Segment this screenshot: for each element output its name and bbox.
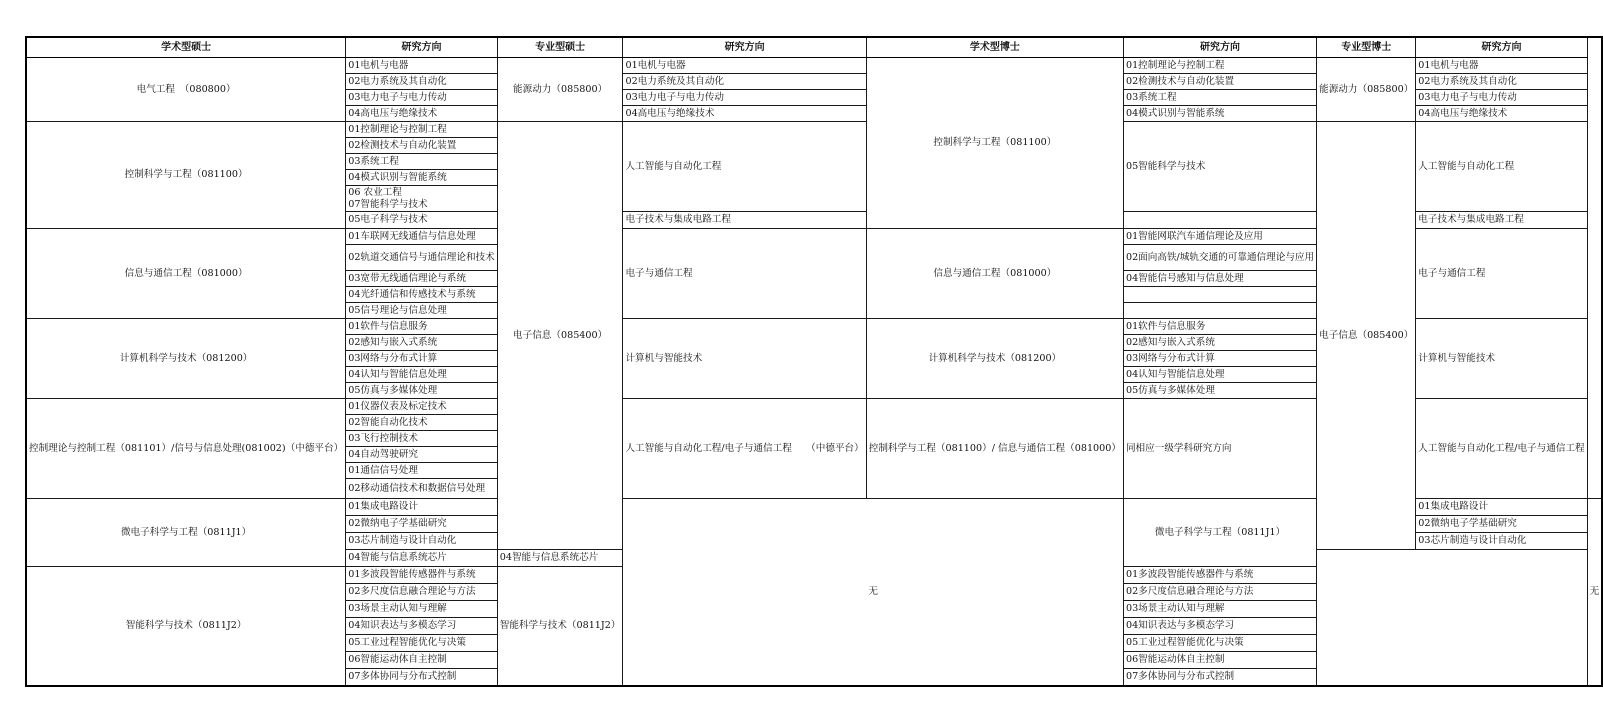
direction-cell: 人工智能与自动化工程/电子与通信工程 — [1416, 399, 1587, 499]
direction-cell: 01车联网无线通信与信息处理 — [346, 229, 498, 245]
direction-cell: 06 农业工程 07智能科学与技术 — [346, 186, 498, 212]
col-header-academic-doctor: 学术型博士 — [866, 37, 1123, 58]
direction-cell: 04智能与信息系统芯片 — [497, 550, 623, 567]
direction-cell: 02多尺度信息融合理论与方法 — [1123, 584, 1316, 601]
direction-cell: 人工智能与自动化工程 — [1416, 122, 1587, 212]
direction-cell: 01集成电路设计 — [346, 499, 498, 516]
direction-cell: 02检测技术与自动化装置 — [346, 138, 498, 154]
col-header-direction: 研究方向 — [1123, 37, 1316, 58]
direction-cell: 02轨道交通信号与通信理论和技术 — [346, 245, 498, 271]
direction-cell: 01控制理论与控制工程 — [346, 122, 498, 138]
direction-cell: 03宽带无线通信理论与系统 — [346, 271, 498, 287]
program-cell: 能源动力（085800） — [497, 58, 623, 122]
direction-cell: 01软件与信息服务 — [1123, 319, 1316, 335]
program-cell: 电气工程 （080800） — [26, 58, 346, 122]
direction-cell: 06智能运动体自主控制 — [346, 652, 498, 669]
col-header-direction: 研究方向 — [623, 37, 866, 58]
direction-cell: 05仿真与多媒体处理 — [1123, 383, 1316, 399]
program-cell: 控制科学与工程（081100）/ 信息与通信工程（081000） — [866, 399, 1123, 499]
direction-cell: 01软件与信息服务 — [346, 319, 498, 335]
direction-cell: 04智能信号感知与信息处理 — [1123, 271, 1316, 287]
direction-cell: 05智能科学与技术 — [1123, 122, 1316, 212]
program-cell: 电子信息（085400） — [1317, 122, 1416, 550]
direction-cell: 03网络与分布式计算 — [1123, 351, 1316, 367]
direction-cell: 01仪器仪表及标定技术 — [346, 399, 498, 415]
direction-cell: 同相应一级学科研究方向 — [1123, 399, 1316, 499]
direction-cell: 01电机与电器 — [346, 58, 498, 74]
direction-cell: 计算机与智能技术 — [623, 319, 866, 399]
program-cell: 智能科学与技术（0811J2） — [497, 567, 623, 686]
direction-cell: 05信号理论与信息处理 — [346, 303, 498, 319]
direction-cell: 02检测技术与自动化装置 — [1123, 74, 1316, 90]
direction-cell: 计算机与智能技术 — [1416, 319, 1587, 399]
direction-cell: 04知识表达与多模态学习 — [346, 618, 498, 635]
direction-cell: 03电力电子与电力传动 — [623, 90, 866, 106]
direction-cell: 03电力电子与电力传动 — [1416, 90, 1587, 106]
direction-cell: 01电机与电器 — [1416, 58, 1587, 74]
none-cell: 无 — [1587, 499, 1602, 686]
direction-cell: 电子技术与集成电路工程 — [1416, 212, 1587, 229]
none-cell: 无 — [623, 499, 1124, 686]
col-header-direction: 研究方向 — [346, 37, 498, 58]
direction-cell: 04智能与信息系统芯片 — [346, 550, 498, 567]
col-header-professional-master: 专业型硕士 — [497, 37, 623, 58]
programs-table — [25, 36, 1603, 687]
direction-cell: 03飞行控制技术 — [346, 431, 498, 447]
direction-cell: 电子与通信工程 — [1416, 229, 1587, 319]
direction-cell: 03电力电子与电力传动 — [346, 90, 498, 106]
direction-cell: 01集成电路设计 — [1416, 499, 1587, 516]
direction-cell — [1123, 212, 1316, 229]
direction-cell: 04高电压与绝缘技术 — [623, 106, 866, 122]
direction-cell: 02移动通信技术和数据信号处理 — [346, 479, 498, 499]
direction-cell: 03芯片制造与设计自动化 — [1416, 533, 1587, 550]
header-row — [26, 37, 1602, 58]
direction-cell: 04认知与智能信息处理 — [1123, 367, 1316, 383]
direction-cell: 03场景主动认知与理解 — [1123, 601, 1316, 618]
direction-cell: 03网络与分布式计算 — [346, 351, 498, 367]
direction-cell: 01多波段智能传感器件与系统 — [1123, 567, 1316, 584]
direction-cell: 04自动驾驶研究 — [346, 447, 498, 463]
direction-cell: 04认知与智能信息处理 — [346, 367, 498, 383]
direction-cell: 04光纤通信和传感技术与系统 — [346, 287, 498, 303]
direction-cell: 04模式识别与智能系统 — [1123, 106, 1316, 122]
direction-cell: 02感知与嵌入式系统 — [1123, 335, 1316, 351]
direction-cell: 01智能网联汽车通信理论及应用 — [1123, 229, 1316, 245]
direction-cell: 02电力系统及其自动化 — [1416, 74, 1587, 90]
program-cell: 计算机科学与技术（081200） — [866, 319, 1123, 399]
direction-cell: 04高电压与绝缘技术 — [346, 106, 498, 122]
program-cell: 智能科学与技术（0811J2） — [26, 567, 346, 686]
direction-cell: 03场景主动认知与理解 — [346, 601, 498, 618]
program-cell: 能源动力（085800） — [1317, 58, 1416, 122]
direction-cell: 07多体协同与分布式控制 — [346, 669, 498, 686]
direction-cell: 02智能自动化技术 — [346, 415, 498, 431]
program-cell: 电子信息（085400） — [497, 122, 623, 550]
direction-cell: 02微纳电子学基础研究 — [1416, 516, 1587, 533]
direction-cell: 04高电压与绝缘技术 — [1416, 106, 1587, 122]
direction-cell — [1123, 287, 1316, 303]
direction-cell: 01控制理论与控制工程 — [1123, 58, 1316, 74]
direction-cell: 02感知与嵌入式系统 — [346, 335, 498, 351]
direction-cell: 02电力系统及其自动化 — [623, 74, 866, 90]
direction-cell: 03系统工程 — [346, 154, 498, 170]
direction-cell: 06智能运动体自主控制 — [1123, 652, 1316, 669]
direction-cell: 07多体协同与分布式控制 — [1123, 669, 1316, 686]
program-cell: 微电子科学与工程（0811J1） — [1123, 499, 1316, 567]
direction-cell: 04模式识别与智能系统 — [346, 170, 498, 186]
direction-cell — [1123, 303, 1316, 319]
direction-cell: 02电力系统及其自动化 — [346, 74, 498, 90]
program-cell: 控制科学与工程（081100） — [26, 122, 346, 229]
direction-cell: 01多波段智能传感器件与系统 — [346, 567, 498, 584]
direction-cell: 02面向高铁/城轨交通的可靠通信理论与应用 — [1123, 245, 1316, 271]
program-cell: 控制理论与控制工程（081101）/信号与信息处理(081002)（中德平台） — [26, 399, 346, 499]
direction-cell: 01通信信号处理 — [346, 463, 498, 479]
direction-cell: 03芯片制造与设计自动化 — [346, 533, 498, 550]
direction-cell: 人工智能与自动化工程/电子与通信工程 （中德平台） — [623, 399, 866, 499]
direction-cell: 05电子科学与技术 — [346, 212, 498, 229]
col-header-professional-doctor: 专业型博士 — [1317, 37, 1416, 58]
direction-cell: 人工智能与自动化工程 — [623, 122, 866, 212]
direction-cell: 01电机与电器 — [623, 58, 866, 74]
direction-cell: 03系统工程 — [1123, 90, 1316, 106]
program-cell: 控制科学与工程（081100） — [866, 58, 1123, 229]
direction-cell: 电子技术与集成电路工程 — [623, 212, 866, 229]
program-cell: 信息与通信工程（081000） — [26, 229, 346, 319]
direction-cell: 02微纳电子学基础研究 — [346, 516, 498, 533]
direction-cell: 02多尺度信息融合理论与方法 — [346, 584, 498, 601]
direction-cell: 04知识表达与多模态学习 — [1123, 618, 1316, 635]
direction-cell: 电子与通信工程 — [623, 229, 866, 319]
direction-cell: 05工业过程智能优化与决策 — [1123, 635, 1316, 652]
program-cell: 计算机科学与技术（081200） — [26, 319, 346, 399]
direction-cell: 05工业过程智能优化与决策 — [346, 635, 498, 652]
direction-cell: 05仿真与多媒体处理 — [346, 383, 498, 399]
program-cell: 信息与通信工程（081000） — [866, 229, 1123, 319]
col-header-academic-master: 学术型硕士 — [26, 37, 346, 58]
program-cell: 微电子科学与工程（0811J1） — [26, 499, 346, 567]
col-header-direction: 研究方向 — [1416, 37, 1587, 58]
